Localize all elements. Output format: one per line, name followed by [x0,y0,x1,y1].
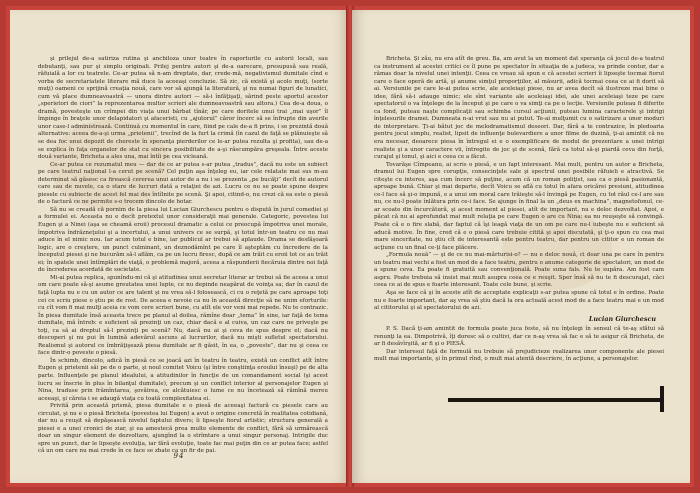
right-page [352,10,690,483]
left-paragraph-5: În schimb, dincolo, adică în piesă ce se joacă azi în teatru în teatru, există un conflict atît între Eugen şi prietenii săi pe de o parte, şi noul comitet Voicu (şi între conştiinţa eroului însuşi) pe de alta parte. Influenţele pe planul idealului, a atitudinilor în funcţie de un comandament social (şi acest lucru se înscrie în plus în bilanţul dumitale), precum şi un conflict interior al personajelor Eugen şi Nina, traduse prin frămîntarea, şovăirea, ce alcătuiesc o lume ce nu încetează să rămînă mereu aceeaşi, şi căreia i se adaugă viaţa cu toată complexitatea ei. [38,357,328,402]
postscript-paragraph-2: Dar interesul faţă de formulă nu trebuie să prejudicieze realizarea unor componente ale piesei mult mai importante, şi în primul rînd, o mult mai atentă descriere, în acţiune, a personajelor. [374,348,664,363]
left-paragraph-4: Mi-ai putea replica, spunîndu-mi că şi atitudinea unui secretar literar ar trebui să fie aceea a unui om care poate să-şi asume greutatea unei lupte, ce nu depinde neapărat de voinţa sa; dar în cazul de faţă lupta nu e cu un autor ce are talent şi nu vrea să-l folosească, ci cu o reţetă pe care aproape toţi cei ce scriu piese o ştiu pe de rost. De aceea e nevoie ca nu în această direcţie să ne unim eforturile: cu cît vom fi mai mulţi aceia ce vom cere scrieri bune, cu atît ele vor veni mai repede. Nu te contrazic. În piesa dumitale însă aceasta trece pe planul al doilea, rămîne doar „tema” în sine, iar faţă de tema dumitale, mă întreb: e suficient să prezinţi un caz, chiar dacă e al cuiva, un caz care ne priveşte pe toţi, ca să ai dreptul să-l prezinţi pe scenă? Nu, dacă nu ai şi ceva de spus despre el; dacă nu descoperi şi nu pui în lumină adevărul ascuns al lucrurilor, dacă nu mişti sufletul spectatorului. Realismul şi autorul ce îmbrăţişează piesa dumitale ar fi găsit, în ea, o „poveste”, dar nu şi ceea ce face dintr-o poveste o piesă. [38,274,328,357]
paper-stain [502,210,612,290]
right-paragraph-2: Tovarăşe Cîmpeanu, ai scris o piesă, e un fapt interesant. Mai mult, pentru un autor a Bricheta, dramul lui Eugen spre corupţie, consecinţele sale şi spectrul unei posibile răfuieli e atractivă. Se citeşte cu interes, aşa cum încerc să puţine, acum că un roman poliţist, sau ca o piesă pasionantă, aproape bună. Chiar şi mai departe, decît Voicu se află cu totul în afara oricărei presiuni, atitudinea ce-l face să şi-o impună, e a unui om moral care trăieşte să-l învingă pe Eugen, cu tot răul ce-l are sau nu, ce nu-l poate înlătura prin ce-i face. Se ajunge în final la un „deus ex machina”, magnetofonul, ce-ar scoate din încurcătură, şi acest moment al piesei, atît de important, nu e deloc dezvoltat. Apoi, e păcat că nu ai aprofundat mai mult relaţia pe care Eugen o are cu Nina; ea nu reuşeşte să convingă. Poate că e o fire slabă, dar faptul că îşi leagă viaţa de un om pe care nu-l iubeşte nu e suficient să aducă motive. În fine, cred că e o piesă care trebuie citită şi apoi discutată, şi ţi-o spun cu cea mai mare sinceritate, nu ştiu cît de interesantă este pentru teatru, dar pentru un cititor e un roman de acţiune cu un final ce-ţi face plăcere. [374,161,664,251]
left-paragraph-1: şi prilejul de-a satiriza rutina şi anchiloza unor teatre în raporturile cu autorii locali, sau debutanţi, sau pur şi simplu originali. Prilej pentru autori şi de-a oarecare, presupusă sau reală, răfuială a lor cu teatrele. Ce-ar putea să n-am dreptate, dar, crede-mă, negativismul dumitale cînd e vorba de secretariatele literare mă duce la aceeaşi concluzie. Să zic, că există şi acolo muţi, (sorte muţi) oameni ce sprijină creaţia nouă, care vor să ajungă la literatură, şi nu numai figuri de lunatici, cum vă place dumneavoastră — unora dintre autori — să-i înfăţişaţi, sărind peste aportul acestor „sperietori de ciori” la reprezentarea multor scrieri ale dumneavoastră sau altora.) Cea de-a doua, o dramă, povesteşte un crîmpei din viaţa unui bărbat tînăr, pe care doritele unui trai „mai uşor” îl împinge în braţele unor delapidatori şi afaceristi, cu „ajutorul” căror încerc să se înfrupte din averile unor case-l administrează. Continuă cu momentul în care, fiind pe cale de-a fi prins, i se prezintă două alternative: aceea de-a-şi urma „prietenii”, trecînd de la furt la crimă (în cazul de faţă se plănuieşte să se dea foc unui depozit de chereste în speranţa pierderilor ce le-ar putea rezulta şi profita), sau de-a se explica în faţa organelor de stat cu sincera posibilitate de a-şi răscumpăra greşeala. Între aceste două variante, Bricheta a ales una, mai întîi pe cea vicleană. [38,56,328,161]
end-rule-tick [660,386,664,412]
postscript-paragraph-1: P. S. Dacă ţi-am amintit de formula poate juca feste, să nu înţelegi în sensul că te-aş sfătui să renunţi la ea. Dimpotrivă, îţi doresc să o cultivi, dar ce n-aş vrea să fac e să te asigur că Bricheta, de ar fi desăvîrşită, ar fi şi o PIESĂ. [374,326,664,348]
right-paragraph-3: „Formula nouă” — şi de ce nu mai-mărturisi-o? — nu e deloc nouă, ci doar una pe care în pentru un teatru mai vechi a fost un mod de a face teatru, pentru o anume categorie de spectatori, un mod de a spune ceva. Ea poate fi gratuită sau convenţională. Poate suna fals. Nu te supăra. Am fost cam aspru. Poate trebuia să insist mai mult asupra ceea ce e reuşit. Sper însă să nu te fi descurajat, căci ceea ce ai de spus e foarte interesant. Toate cele bune, şi scrie. [374,252,664,289]
right-paragraph-1: Bricheta. Şi zău, nu era atît de greu. Ba, am avut la un moment dat speranţa că jocul de-a teatrul ca instrument al acestei critici ce îl pune pe spectator în situaţia de a judeca, va prinde contur, dar a rămas doar la nivelul unei intenţii. Ceea ce vreau să spun e că acestei scrieri îi lipseşte tocmai fiorul care o face operă de artă, şi anume simţul proporţiilor, al măsurii, adică tocmai ceea ce ai fi dorit să ai. Versiunile pe care le-ai putea scrie, ale aceleiaşi piese, nu ar avea decît să ilustreze mai bine o idee, fără să-i adauge nimic; ele sînt variante ale aceleiaşi idei, ale unei aceleiaşi teze pe care spectatorul o va înţelege de la început şi pe care o va simţi ca pe o lecţie. Versiunile puteau fi diferite ca fond, puteau naşte complicaţii sau schimba cursul acţiunii, puteau lumina caracterele şi intrigi înţelesurile dramei. Dumneata n-ai vrut sau nu ai putut. Te-ai mulţumit cu o satirizare a unor moduri de interpretare. Ţi-ai bătut joc de melodramatismul deseori. Dar, fără a te contrazice, în pledoaria pentru jocul simplu, realist, lipsit de influenţe bulevardiere a unor filme de duzină, ţi-ai amintit că nu era necesar, deoarece piesa în întregul ei e o exemplificare de modul de prezentare a unei intrigi realiste şi a unor caractere vii, întregite de joc şi de scenă, fără ca totul să-şi piardă ceva din forţă, curajul şi tonul, şi aici e ceea ce a făcut. [374,56,664,161]
left-paragraph-6: Privită prin această prismă, piesa dumitale e o piesă de aceeaşi factură cu piesele care au circulat, şi nu e o piesă Bricheta (povestea lui Eugen) a avut o origine concretă în realitatea cotidiană, dar nu a reuşit să depăşească nivelul faptului divers; îi lipseşte fiorul artistic; structura generală a piesei e a unei cronici de ziar, şi ea amestecă prea multe elemente de conflict, fără să urmărească doar un singur element de dezvoltare, ajungînd la o strîmtare a unui singur personaj. Intrigile duc spre un punct, dar le lipseşte evoluţia, iar fără evoluţie, toate fac mai puţin din ce ar putea face; astfel că un om care nu mai crede în ce face se zbate ca un fir de pai. [38,403,328,455]
end-rule [448,398,664,402]
left-paragraph-2: Ce-ar putea ce rezumatul meu — dar de ce ar putea s-ar putea „tradus”, dacă nu este un subiect pe care teatrul naţional l-a cerut pe scenă? Cel puţin aşa înţeleg eu, iar cele relatate mai sus m-au determinat să găsesc ca firească cererea unui autor de a nu i se prezenta „pe bucăţi” decît de autorul care sau de nuvele, ca o stare de lucruri dată a relaţiei de azi. Lucru ce nu se poate spune despre piesele cu subiecte de acest fel mai des întîlnite pe scenă. Şi apoi, citind-o, nu crezi că ea este o piesă de o factură ce ne permite s-o trecem dincolo de hotar. [38,161,328,206]
author-signature: Lucian Giurchescu [588,314,656,323]
left-paragraph-3: Să nu se creadă că pornim de la piesa lui Lucian Giurchescu pentru o dispută în jurul comediei şi a formulei ei. Aceasta nu e decît pretextul unor consideraţii mai generale. Categoric, povestea lui Eugen şi a Ninei (aşa se cheamă eroii) procesul dramatic a celui ce preocupă împotriva unei morale, împotriva îndrăzneţului şi a incertului, a unui univers ce se surpă, şi totul într-un teatru ce nu mai aduce în el nimic nou. Iar acum totul e bine, iar publicul ar trebui să aplaude. Drama se desfăşoară logic, are o creştere, un punct culminant, un deznodămînt pe care îl aşteptăm cu încredere de la începutul piesei şi ne bucurăm să-l aflăm, ca pe un lucru firesc, după ce am trăit cu eroii tot ce au trăit ei; în spatele unei întîmplări de viaţă, o problemă majoră, aceea a răspunderii fiecăruia dintre noi faţă de încrederea acordată de societate. [38,206,328,274]
right-paragraph-4: Aşa se face că şi în aceste atît de acceptate explicaţii s-ar putea spune că totul e în ordine. Poate nu e foarte important, dar aş vrea să ştiu dacă la ora actuală acest mod de a face teatru mai e un mod al cititorului şi al spectatorului de azi. [374,289,664,312]
paper-stain [50,120,170,210]
page-number: 94 [173,452,185,461]
book-spread [6,6,694,487]
left-page [10,10,348,483]
